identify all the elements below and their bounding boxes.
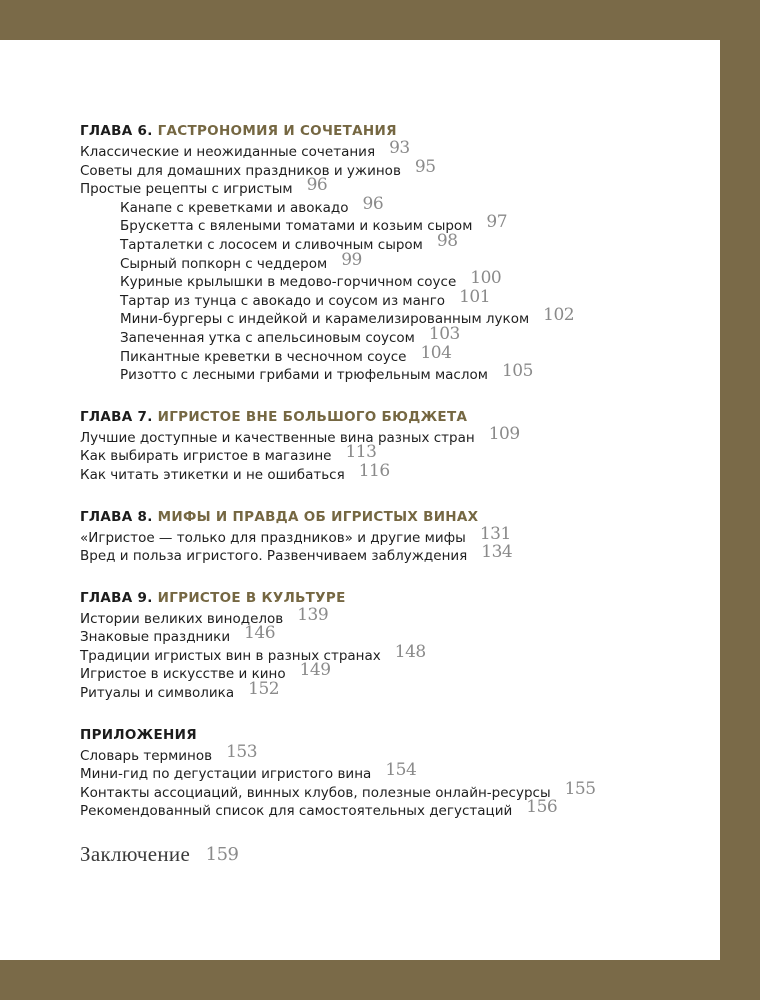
toc-subentry xyxy=(80,305,700,328)
toc-entry xyxy=(80,138,700,161)
chapter-section xyxy=(80,120,700,384)
entry-title: Классические и неожиданные сочетания xyxy=(80,144,376,160)
entry-title: Как выбирать игристое в магазине xyxy=(80,448,332,465)
toc-entry xyxy=(80,442,700,465)
toc-entry xyxy=(80,542,700,565)
toc-entry xyxy=(80,423,700,447)
toc-entry xyxy=(80,460,700,484)
chapter-title: ИГРИСТОЕ В КУЛЬТУРЕ xyxy=(157,589,346,606)
toc-entry xyxy=(80,523,700,547)
page xyxy=(0,40,720,960)
entry-title: Сырный попкорн с чеддером xyxy=(120,255,328,272)
toc-entry xyxy=(80,778,700,802)
entry-title: Знаковые праздники xyxy=(80,629,231,646)
toc-entry xyxy=(80,623,700,646)
entry-page-number: 154 xyxy=(385,760,417,781)
toc-subentry xyxy=(80,249,700,273)
entry-page-number: 99 xyxy=(341,249,362,270)
entry-page-number: 96 xyxy=(306,175,328,196)
chapter-title: ИГРИСТОЕ ВНЕ БОЛЬШОГО БЮДЖЕТА xyxy=(157,408,468,425)
conclusion-page-number: 159 xyxy=(205,844,239,866)
conclusion-entry xyxy=(80,842,700,867)
toc-subentry xyxy=(80,323,700,347)
entry-title: Куриные крылышки в медово-горчичном соусе xyxy=(120,274,457,291)
entry-title: Запеченная утка с апельсиновым соусом xyxy=(120,329,415,346)
toc-entry xyxy=(80,175,700,198)
entry-page-number: 155 xyxy=(564,778,596,799)
entry-page-number: 153 xyxy=(226,741,258,762)
toc-entry xyxy=(80,679,700,702)
entry-title: Рекомендованный список для самостоятельных дегустаций xyxy=(80,803,513,820)
entry-page-number: 101 xyxy=(459,286,491,307)
entry-title: Контакты ассоциаций, винных клубов, полезные онлайн-ресурсы xyxy=(80,784,551,801)
chapter-number: ПРИЛОЖЕНИЯ xyxy=(80,726,197,743)
toc-entry xyxy=(80,641,700,665)
entry-page-number: 104 xyxy=(420,342,452,363)
toc-subentry xyxy=(80,193,700,217)
entry-title: Канапе с креветками и авокадо xyxy=(120,199,349,216)
toc-subentry xyxy=(80,361,700,384)
entry-page-number: 98 xyxy=(436,230,458,251)
toc-subentry xyxy=(80,212,700,235)
chapter-heading xyxy=(80,406,700,428)
entry-title: Лучшие доступные и качественные вина разных стран xyxy=(80,429,475,446)
entry-page-number: 95 xyxy=(414,156,436,177)
entry-page-number: 148 xyxy=(394,641,426,662)
entry-title: Традиции игристых вин в разных странах xyxy=(80,647,381,664)
entry-page-number: 97 xyxy=(486,212,508,233)
entry-page-number: 146 xyxy=(244,623,276,644)
entry-title: Тарталетки с лососем и сливочным сыром xyxy=(120,236,423,253)
chapter-section xyxy=(80,587,700,702)
chapter-number: ГЛАВА 6. xyxy=(80,123,153,139)
entry-title: Мини-гид по дегустации игристого вина xyxy=(80,766,372,783)
chapter-title: ГАСТРОНОМИЯ И СОЧЕТАНИЯ xyxy=(157,123,397,139)
entry-page-number: 102 xyxy=(543,305,575,326)
toc-entry xyxy=(80,156,700,180)
entry-page-number: 152 xyxy=(248,679,280,700)
entry-page-number: 131 xyxy=(479,523,511,544)
chapter-heading xyxy=(80,587,700,609)
chapter-section xyxy=(80,406,700,484)
entry-title: Брускетта с вялеными томатами и козьим сыром xyxy=(120,218,473,235)
entry-page-number: 113 xyxy=(345,442,377,463)
toc-entry xyxy=(80,760,700,783)
toc-entry xyxy=(80,797,700,820)
entry-page-number: 96 xyxy=(362,193,384,214)
entry-page-number: 103 xyxy=(428,323,460,344)
entry-title: Истории великих виноделов xyxy=(80,610,284,627)
chapter-heading xyxy=(80,506,700,528)
toc-subentry xyxy=(80,342,700,366)
entry-page-number: 149 xyxy=(299,660,331,681)
chapter-title: МИФЫ И ПРАВДА ОБ ИГРИСТЫХ ВИНАХ xyxy=(157,508,479,525)
entry-page-number: 134 xyxy=(481,542,513,563)
entry-page-number: 100 xyxy=(470,268,502,289)
chapter-heading xyxy=(80,724,700,746)
entry-title: Как читать этикетки и не ошибаться xyxy=(80,466,345,483)
table-of-contents xyxy=(80,120,700,867)
entry-title: Ризотто с лесными грибами и трюфельным маслом xyxy=(120,367,488,384)
entry-title: Советы для домашних праздников и ужинов xyxy=(80,162,401,179)
entry-page-number: 156 xyxy=(526,797,558,818)
chapter-section xyxy=(80,724,700,820)
entry-title: Мини-бургеры с индейкой и карамелизированным луком xyxy=(120,311,530,328)
entry-title: «Игристое — только для праздников» и другие мифы xyxy=(80,529,466,546)
entry-page-number: 139 xyxy=(297,604,329,625)
toc-subentry xyxy=(80,268,700,291)
chapter-number: ГЛАВА 7. xyxy=(80,408,153,425)
entry-page-number: 116 xyxy=(358,460,390,481)
entry-page-number: 93 xyxy=(389,138,410,158)
entry-title: Пикантные креветки в чесночном соусе xyxy=(120,348,407,365)
chapter-number: ГЛАВА 8. xyxy=(80,508,153,525)
toc-subentry xyxy=(80,286,700,310)
conclusion-title: Заключение xyxy=(80,842,191,867)
entry-page-number: 109 xyxy=(488,423,520,444)
entry-title: Простые рецепты с игристым xyxy=(80,181,293,198)
entry-title: Ритуалы и символика xyxy=(80,685,235,702)
entry-title: Словарь терминов xyxy=(80,747,213,764)
entry-title: Вред и польза игристого. Развенчиваем заблуждения xyxy=(80,548,468,565)
toc-subentry xyxy=(80,230,700,254)
entry-title: Игристое в искусстве и кино xyxy=(80,666,286,683)
toc-entry xyxy=(80,660,700,683)
entry-page-number: 105 xyxy=(501,361,533,382)
entry-title: Тартар из тунца с авокадо и соусом из манго xyxy=(120,292,446,309)
chapter-number: ГЛАВА 9. xyxy=(80,589,153,606)
chapter-section xyxy=(80,506,700,565)
toc-entry xyxy=(80,604,700,628)
